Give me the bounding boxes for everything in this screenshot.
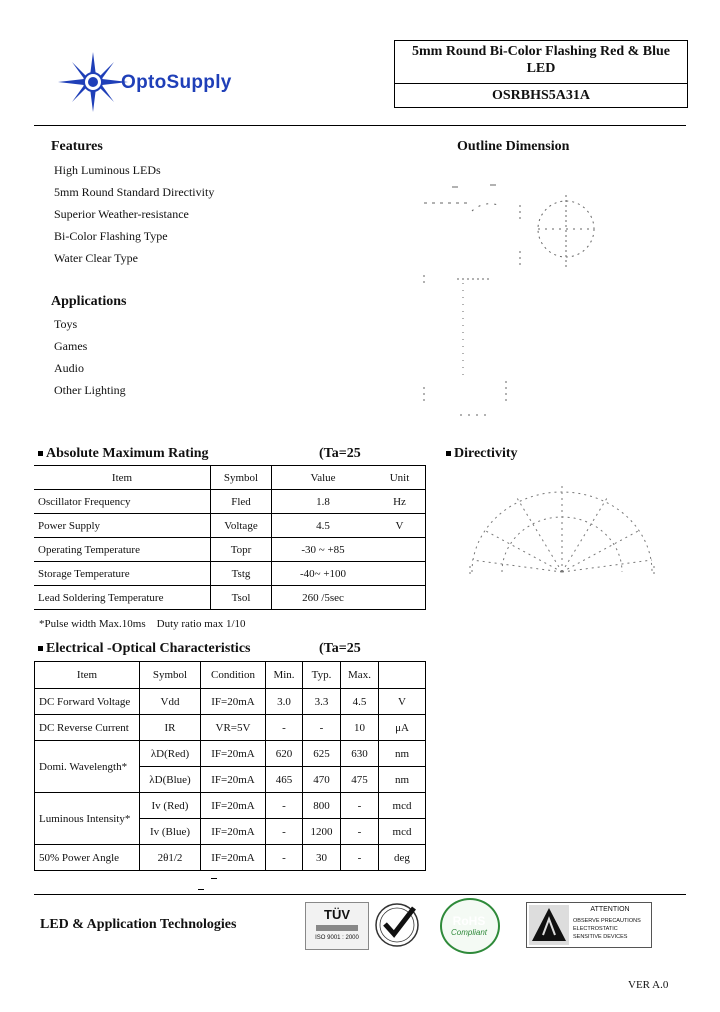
applications-list — [54, 317, 126, 405]
max-cell: - — [341, 845, 379, 871]
features-heading: Features — [51, 139, 103, 154]
symbol-cell: Iv (Blue) — [140, 819, 201, 845]
min-cell: - — [266, 819, 303, 845]
condition-cell: IF=20mA — [201, 767, 266, 793]
feature-item: 5mm Round Standard Directivity — [54, 185, 215, 199]
typ-cell: 3.3 — [303, 689, 341, 715]
unit-cell: mcd — [379, 819, 426, 845]
typ-cell: 1200 — [303, 819, 341, 845]
table-row — [35, 689, 426, 715]
condition-cell: VR=5V — [201, 715, 266, 741]
item-cell: Luminous Intensity* — [35, 793, 140, 845]
header-cell: Typ. — [303, 662, 341, 689]
item-cell: Lead Soldering Temperature — [34, 586, 211, 610]
min-cell: - — [266, 793, 303, 819]
max-cell: 475 — [341, 767, 379, 793]
eo-heading: Electrical -Optical Characteristics — [38, 641, 250, 657]
logo-text: OptoSupply — [121, 72, 232, 93]
applications-heading: Applications — [51, 294, 127, 309]
header-cell: Max. — [341, 662, 379, 689]
typ-cell: 30 — [303, 845, 341, 871]
table-row — [35, 741, 426, 767]
symbol-cell: 2θ1/2 — [140, 845, 201, 871]
unit-cell: nm — [379, 741, 426, 767]
unit-cell: deg — [379, 845, 426, 871]
feature-item: Water Clear Type — [54, 251, 138, 265]
max-cell: 10 — [341, 715, 379, 741]
item-cell: Power Supply — [34, 514, 211, 538]
product-title: 5mm Round Bi-Color Flashing Red & Blue LED — [412, 44, 670, 76]
esd-attention-badge — [526, 902, 652, 948]
min-cell: 620 — [266, 741, 303, 767]
max-cell: 4.5 — [341, 689, 379, 715]
table-row — [34, 562, 426, 586]
unit-cell: V — [374, 514, 426, 538]
table-row — [35, 793, 426, 819]
header-cell: Item — [34, 466, 211, 490]
footer-rule — [34, 894, 686, 895]
eo-condition: (Ta=25 — [319, 641, 361, 656]
attention-title: ATTENTION — [590, 906, 630, 913]
header-cell — [379, 662, 426, 689]
condition-cell: IF=20mA — [201, 819, 266, 845]
value-cell: -40~ +100 — [272, 562, 375, 586]
attention-line: SENSITIVE DEVICES — [573, 934, 628, 940]
symbol-cell: Topr — [211, 538, 272, 562]
rohs-badge — [434, 896, 504, 952]
attention-line: OBSERVE PRECAUTIONS — [573, 918, 641, 924]
header-cell: Condition — [201, 662, 266, 689]
symbol-cell: Vdd — [140, 689, 201, 715]
compliance-check-icon — [370, 900, 424, 948]
condition-cell: IF=20mA — [201, 689, 266, 715]
typ-cell: 625 — [303, 741, 341, 767]
max-cell: - — [341, 819, 379, 845]
tuv-badge — [305, 902, 369, 950]
eo-table — [34, 661, 426, 871]
symbol-cell: Fled — [211, 490, 272, 514]
attention-line: ELECTROSTATIC — [573, 926, 618, 932]
symbol-cell: Voltage — [211, 514, 272, 538]
tuv-band — [316, 925, 358, 931]
typ-cell: 470 — [303, 767, 341, 793]
application-item: Games — [54, 339, 88, 353]
max-cell: - — [341, 793, 379, 819]
unit-cell: mcd — [379, 793, 426, 819]
table-row — [35, 845, 426, 871]
tuv-text: TÜV — [324, 907, 350, 922]
version-label: VER A.0 — [628, 979, 669, 991]
condition-cell: IF=20mA — [201, 741, 266, 767]
item-cell: Operating Temperature — [34, 538, 211, 562]
header-cell: Symbol — [211, 466, 272, 490]
item-cell: DC Reverse Current — [35, 715, 140, 741]
condition-cell: IF=20mA — [201, 793, 266, 819]
directivity-chart — [462, 480, 662, 580]
stray-dash — [211, 878, 217, 879]
header-cell: Value — [272, 466, 375, 490]
item-cell: DC Forward Voltage — [35, 689, 140, 715]
logo — [58, 52, 278, 112]
table-header-row — [35, 662, 426, 689]
min-cell: 465 — [266, 767, 303, 793]
header-cell: Unit — [374, 466, 426, 490]
abs-max-table — [34, 465, 426, 610]
feature-item: High Luminous LEDs — [54, 163, 161, 177]
value-cell: -30 ~ +85 — [272, 538, 375, 562]
title-box — [394, 40, 688, 108]
symbol-cell: Iv (Red) — [140, 793, 201, 819]
header-cell: Item — [35, 662, 140, 689]
typ-cell: - — [303, 715, 341, 741]
item-cell: 50% Power Angle — [35, 845, 140, 871]
symbol-cell: Tstg — [211, 562, 272, 586]
logo-star-icon — [58, 52, 128, 112]
stray-dash — [198, 889, 204, 890]
table-header-row — [34, 466, 426, 490]
unit-cell — [374, 562, 426, 586]
unit-cell: nm — [379, 767, 426, 793]
table-row — [34, 514, 426, 538]
application-item: Other Lighting — [54, 383, 126, 397]
symbol-cell: λD(Red) — [140, 741, 201, 767]
unit-cell: Hz — [374, 490, 426, 514]
table-row — [35, 715, 426, 741]
min-cell: - — [266, 715, 303, 741]
item-cell: Domi. Wavelength* — [35, 741, 140, 793]
unit-cell: V — [379, 689, 426, 715]
application-item: Audio — [54, 361, 84, 375]
esd-warning-icon — [529, 905, 569, 945]
header-cell: Symbol — [140, 662, 201, 689]
abs-max-condition: (Ta=25 — [319, 446, 361, 461]
header-rule — [34, 125, 686, 126]
symbol-cell: Tsol — [211, 586, 272, 610]
typ-cell: 800 — [303, 793, 341, 819]
directivity-heading: Directivity — [446, 446, 518, 462]
table-row — [34, 490, 426, 514]
rohs-sub: Compliant — [450, 928, 487, 937]
symbol-cell: λD(Blue) — [140, 767, 201, 793]
unit-cell — [374, 538, 426, 562]
part-number: OSRBHS5A31A — [491, 88, 591, 103]
max-cell: 630 — [341, 741, 379, 767]
feature-item: Bi-Color Flashing Type — [54, 229, 168, 243]
unit-cell — [374, 586, 426, 610]
condition-cell: IF=20mA — [201, 845, 266, 871]
symbol-cell: IR — [140, 715, 201, 741]
title-divider — [395, 83, 687, 84]
unit-cell: μA — [379, 715, 426, 741]
company-name: LED & Application Technologies — [40, 917, 237, 932]
min-cell: - — [266, 845, 303, 871]
abs-max-heading: Absolute Maximum Rating — [38, 446, 209, 462]
value-cell: 260 /5sec — [272, 586, 375, 610]
rohs-text: RoHS — [452, 914, 486, 928]
table-row — [34, 538, 426, 562]
application-item: Toys — [54, 317, 78, 331]
pulse-note: *Pulse width Max.10ms Duty ratio max 1/10 — [39, 618, 246, 630]
feature-item: Superior Weather-resistance — [54, 207, 189, 221]
outline-heading: Outline Dimension — [457, 139, 570, 154]
item-cell: Storage Temperature — [34, 562, 211, 586]
value-cell: 1.8 — [272, 490, 375, 514]
table-row — [34, 586, 426, 610]
iso-text: ISO 9001 : 2000 — [315, 935, 359, 941]
value-cell: 4.5 — [272, 514, 375, 538]
min-cell: 3.0 — [266, 689, 303, 715]
outline-drawing — [410, 175, 600, 425]
features-list — [54, 163, 214, 273]
header-cell: Min. — [266, 662, 303, 689]
item-cell: Oscillator Frequency — [34, 490, 211, 514]
